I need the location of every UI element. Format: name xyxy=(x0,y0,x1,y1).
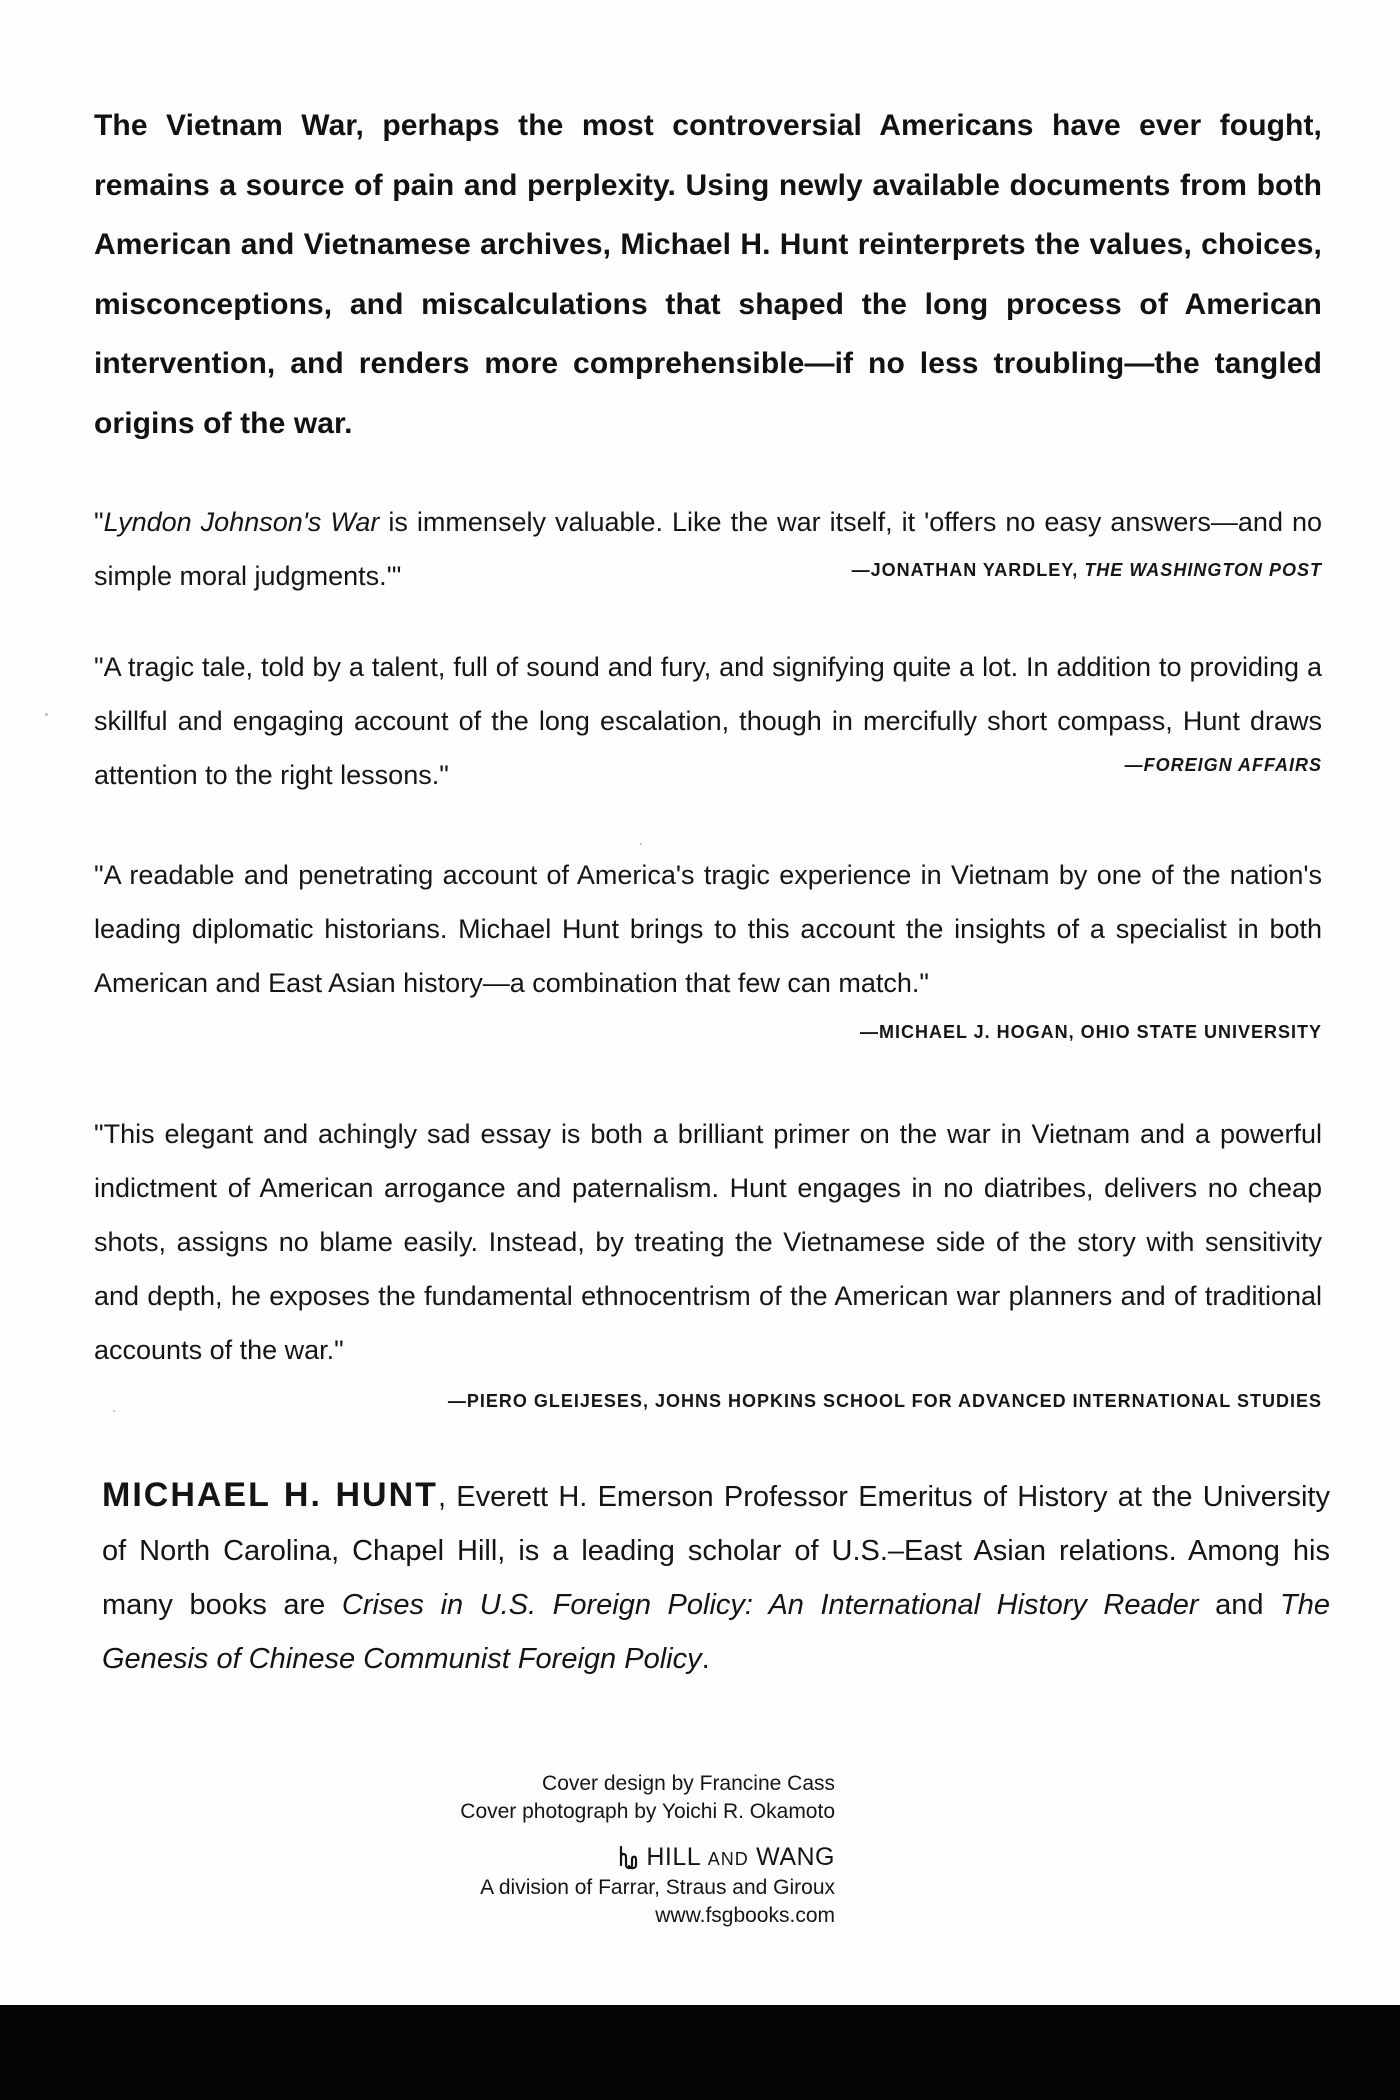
review-quote: "Lyndon Johnson's War is immensely valuable. Like the war itself, it 'offers no easy answers—and no simple moral judgments.'" xyxy=(94,507,1322,591)
publisher-website[interactable]: www.fsgbooks.com xyxy=(655,1904,835,1927)
book-title: The Genesis of Chinese Communist Foreign Policy xyxy=(102,1589,1331,1675)
bottom-black-band xyxy=(0,2005,1400,2100)
review-hogan xyxy=(94,848,1322,1052)
review-yardley xyxy=(94,495,1322,605)
hill-and-wang-logo-icon xyxy=(616,1845,638,1871)
scan-speck xyxy=(640,843,642,845)
review-foreign-affairs xyxy=(94,640,1322,802)
cover-photo-credit: Cover photograph by Yoichi R. Okamoto xyxy=(460,1800,835,1823)
scan-speck xyxy=(113,1410,115,1412)
book-summary xyxy=(94,96,1322,453)
review-quote: "This elegant and achingly sad essay is both a brilliant primer on the war in Vietnam and a powerful indictment of American arrogance and paternalism. Hunt engages in no diatribes, delivers no cheap shots, assigns no blame easily. Instead, by treating the Vietnamese side of the story with sensitivity and depth, he exposes the fundamental ethnocentrism of the American war planners and of traditional accounts of the war." xyxy=(94,1119,1322,1365)
review-quote: "A tragic tale, told by a talent, full of sound and fury, and signifying quite a lot. In addition to providing a skillful and engaging account of the long escalation, though in mercifully short compass, Hunt draws attention to the right lessons." xyxy=(94,652,1322,790)
publisher-name: HILL AND WANG xyxy=(646,1843,835,1871)
review-gleijeses xyxy=(94,1107,1322,1421)
book-title: Lyndon Johnson's War xyxy=(103,507,380,537)
review-attribution: —MICHAEL J. HOGAN, OHIO STATE UNIVERSITY xyxy=(859,1022,1322,1042)
credits xyxy=(460,1770,835,1930)
scan-speck xyxy=(45,713,48,716)
book-title: Crises in U.S. Foreign Policy: An International History Reader xyxy=(341,1589,1199,1621)
review-attribution: —PIERO GLEIJESES, JOHNS HOPKINS SCHOOL FOR ADVANCED INTERNATIONAL STUDIES xyxy=(447,1391,1322,1411)
author-name: MICHAEL H. HUNT xyxy=(102,1476,438,1514)
publisher-division: A division of Farrar, Straus and Giroux xyxy=(480,1876,835,1899)
review-quote: "A readable and penetrating account of America's tragic experience in Vietnam by one of the nation's leading diplomatic historians. Michael Hunt brings to this account the insights of a specialist in both American and East Asian history—a combination that few can match." xyxy=(94,860,1322,998)
publisher-imprint xyxy=(460,1842,835,1874)
cover-design-credit: Cover design by Francine Cass xyxy=(542,1772,835,1795)
summary-text: The Vietnam War, perhaps the most controversial Americans have ever fought, remains a source of pain and perplexity. Using newly available documents from both American and Vietnamese archives, Michael H. Hunt reinterprets the values, choices, misconceptions, and miscalculations that shaped the long process of American intervention, and renders more comprehensible—if no less troubling—the tangled origins of the war. xyxy=(94,109,1322,440)
review-attribution: —FOREIGN AFFAIRS xyxy=(1124,755,1322,775)
author-bio: MICHAEL H. HUNT, Everett H. Emerson Professor Emeritus of History at the University of North Carolina, Chapel Hill, is a leading scholar of U.S.–East Asian relations. Among his many books are Crises in U.S. Foreign Policy: An International History Reader and The Genesis of Chinese Communist Foreign Policy. xyxy=(102,1476,1331,1675)
review-attribution: —JONATHAN YARDLEY, THE WASHINGTON POST xyxy=(851,560,1322,580)
